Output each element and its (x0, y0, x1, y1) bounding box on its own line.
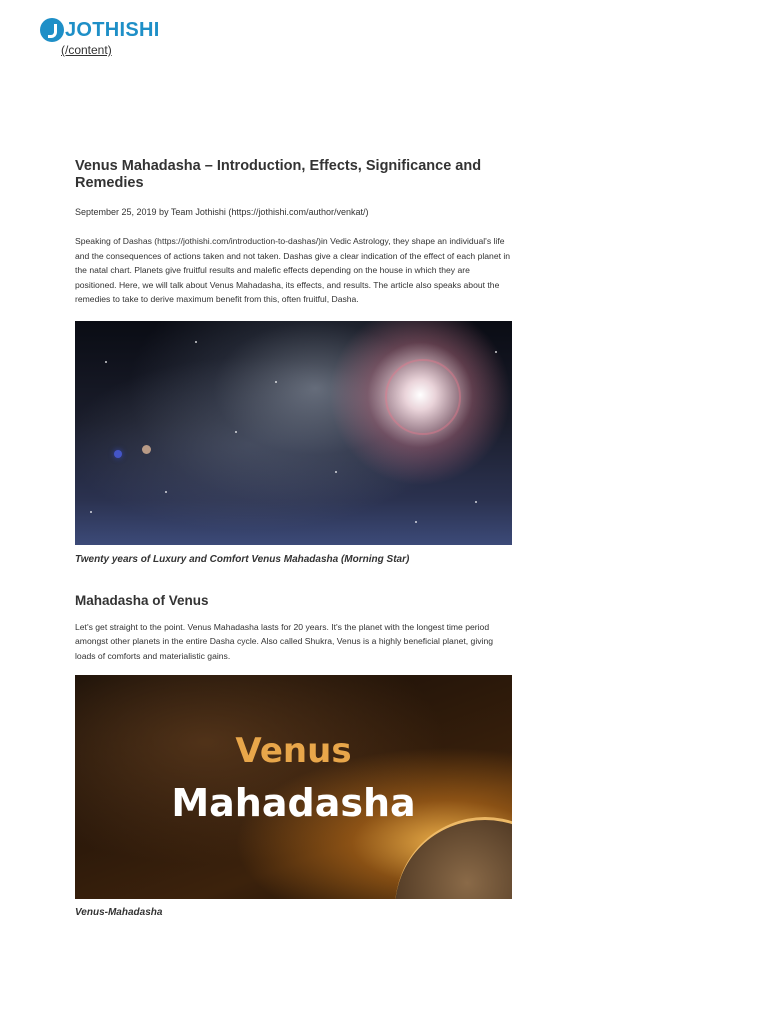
intro-paragraph: Speaking of Dashas (https://jothishi.com/introduction-to-dashas/)in Vedic Astrology, they shape an individual's life and the consequences of actions taken and not taken. Dashas give a clear indication of the effect of each planet in the natal chart. Planets give fruitful results and malefic effects depending on the house in which they are positioned. Here, we will talk about Venus Mahadasha, its effects, and results. The article also speaks about the remedies to take to derive maximum benefit from this, often fruitful, Dasha. (75, 236, 511, 304)
logo-icon (40, 18, 64, 42)
site-logo[interactable] (40, 18, 160, 42)
lens-flare-ring (385, 359, 461, 435)
content-link[interactable]: (/content) (61, 43, 112, 57)
image2-mahadasha-text: Mahadasha (171, 781, 416, 825)
logo-text: JOTHISHI (65, 18, 160, 41)
planet-dot-blue (114, 450, 122, 458)
star (275, 381, 277, 383)
image2-caption: Venus-Mahadasha (75, 907, 163, 918)
article-title: Venus Mahadasha – Introduction, Effects, Significance and Remedies (75, 158, 482, 191)
star (495, 351, 497, 353)
article-meta: September 25, 2019 by Team Jothishi (https://jothishi.com/author/venkat/) (75, 207, 369, 217)
planet-graphic (395, 817, 512, 899)
image1-caption: Twenty years of Luxury and Comfort Venus Mahadasha (Morning Star) (75, 553, 410, 565)
planet-dot (142, 445, 151, 454)
star (415, 521, 417, 523)
star (235, 431, 237, 433)
star (195, 341, 197, 343)
star (335, 471, 337, 473)
section-heading: Mahadasha of Venus (75, 592, 209, 608)
star (165, 491, 167, 493)
morning-star-image (75, 321, 512, 545)
star (90, 511, 92, 513)
star (105, 361, 107, 363)
venus-mahadasha-image (75, 675, 512, 899)
star (475, 501, 477, 503)
section-paragraph: Let's get straight to the point. Venus Mahadasha lasts for 20 years. It's the planet with the longest time period amongst other planets in the entire Dasha cycle. Also called Shukra, Venus is a highly beneficial planet, giving loads of comforts and materialistic gains. (75, 621, 494, 661)
image2-venus-text: Venus (235, 731, 352, 771)
article (75, 158, 512, 918)
